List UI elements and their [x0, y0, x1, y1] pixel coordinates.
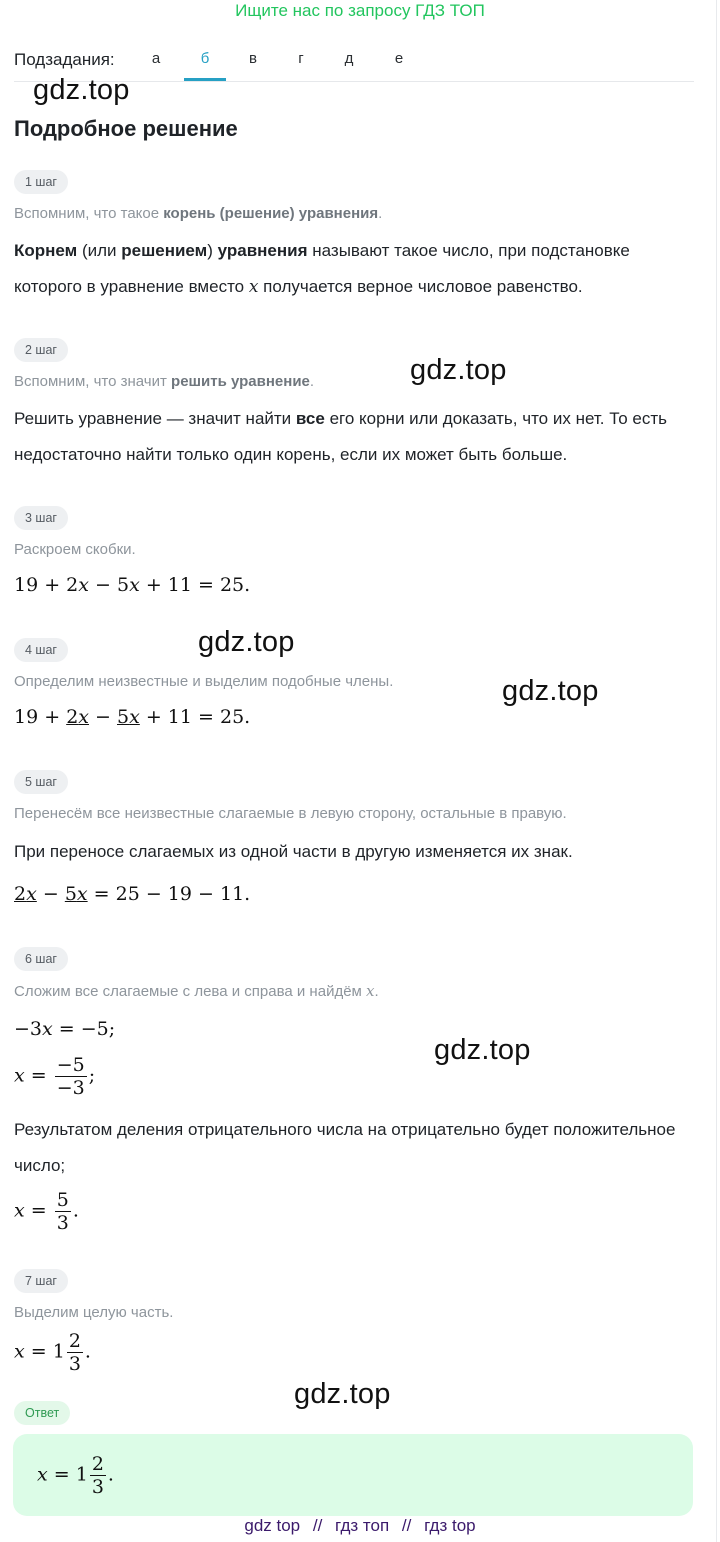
- watermark: gdz.top: [434, 1034, 531, 1066]
- equation-fraction: x = $\frac{5}{3}$ .: [14, 1189, 79, 1234]
- footer-link[interactable]: gdz top: [244, 1516, 301, 1535]
- subtask-tab-a[interactable]: а: [151, 50, 161, 67]
- step-text: Корнем (или решением) уравнения называют такое число, при подстановке которого в уравнение вместо x получается верное числовое равенство.: [14, 241, 630, 297]
- page-title: Подробное решение: [14, 116, 238, 141]
- active-tab-indicator: [184, 78, 226, 81]
- step-hint: Перенесём все неизвестные слагаемые в левую сторону, остальные в правую.: [14, 805, 567, 822]
- step-badge: 3 шаг: [14, 506, 68, 530]
- step-hint: Вспомним, что такое корень (решение) уравнения.: [14, 205, 383, 222]
- footer-separator: //: [401, 1516, 412, 1535]
- watermark: gdz.top: [198, 626, 295, 658]
- equation: 19 + 2x − 5x + 11 = 25.: [14, 706, 251, 728]
- equation: 2x − 5x = 25 − 19 − 11.: [14, 883, 251, 905]
- step-hint: Раскроем скобки.: [14, 541, 136, 558]
- footer-separator: //: [312, 1516, 323, 1535]
- footer-link[interactable]: гдз top: [424, 1516, 476, 1535]
- step-badge: 7 шаг: [14, 1269, 68, 1293]
- step-badge: 5 шаг: [14, 770, 68, 794]
- subtask-tab-g[interactable]: г: [298, 50, 304, 67]
- promo-banner[interactable]: Ищите нас по запросу ГДЗ ТОП: [235, 1, 485, 20]
- step-hint: Сложим все слагаемые с лева и справа и найдём x.: [14, 982, 379, 1000]
- step-hint: Определим неизвестные и выделим подобные члены.: [14, 673, 394, 690]
- answer-equation: x = 1 $\frac{2}{3}$ .: [37, 1453, 114, 1498]
- step-hint: Выделим целую часть.: [14, 1304, 174, 1321]
- watermark: gdz.top: [33, 74, 130, 106]
- right-divider: [716, 0, 717, 1542]
- watermark: gdz.top: [502, 675, 599, 707]
- subtasks-label: Подзадания:: [14, 50, 115, 69]
- footer-link[interactable]: гдз топ: [335, 1516, 390, 1535]
- watermark: gdz.top: [410, 354, 507, 386]
- subtask-tab-e[interactable]: е: [394, 50, 404, 67]
- step-badge: 2 шаг: [14, 338, 68, 362]
- watermark: gdz.top: [294, 1378, 391, 1410]
- footer-links: [0, 1516, 720, 1536]
- step-badge: 1 шаг: [14, 170, 68, 194]
- step-text: Результатом деления отрицательного числа на отрицательно будет положительное число;: [14, 1120, 676, 1175]
- step-text: При переносе слагаемых из одной части в другую изменяется их знак.: [14, 842, 573, 861]
- step-hint: Вспомним, что значит решить уравнение.: [14, 373, 315, 390]
- subtask-tab-d[interactable]: д: [344, 50, 354, 67]
- equation: −3x = −5;: [14, 1018, 116, 1040]
- subtask-tab-v[interactable]: в: [249, 50, 257, 67]
- step-badge: 6 шаг: [14, 947, 68, 971]
- subtask-tab-b[interactable]: б: [200, 50, 210, 67]
- equation-fraction: x = 1 $\frac{2}{3}$ .: [14, 1330, 91, 1375]
- equation: 19 + 2x − 5x + 11 = 25.: [14, 574, 251, 596]
- answer-badge: Ответ: [14, 1401, 70, 1425]
- step-badge: 4 шаг: [14, 638, 68, 662]
- equation-fraction: x = $\frac{-5}{-3}$ ;: [14, 1054, 96, 1099]
- answer-box: [13, 1434, 693, 1516]
- step-text: Решить уравнение — значит найти все его корни или доказать, что их нет. То есть недостаточно найти только один корень, если их может быть больше.: [14, 409, 668, 464]
